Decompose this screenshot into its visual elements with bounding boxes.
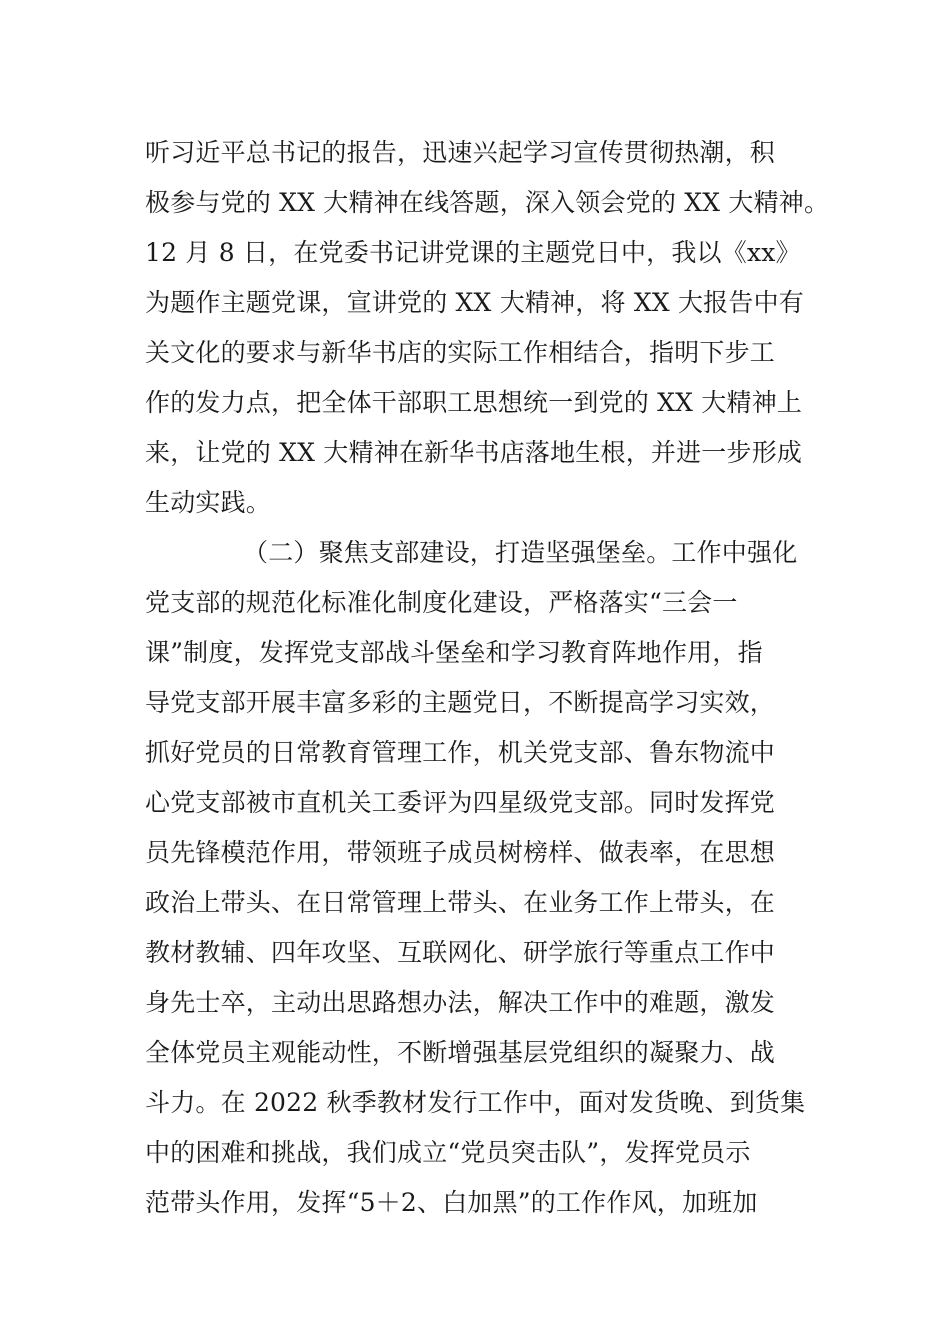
text-line: 心党支部被市直机关工委评为四星级党支部。同时发挥党 xyxy=(145,788,776,817)
text-line: 中的困难和挑战，我们成立“党员突击队”，发挥党员示 xyxy=(145,1138,751,1167)
text-line: 政治上带头、在日常管理上带头、在业务工作上带头，在 xyxy=(145,888,776,917)
text-line: 听习近平总书记的报告，迅速兴起学习宣传贯彻热潮，积 xyxy=(145,138,776,167)
text-line: 斗力。在 2022 秋季教材发行工作中，面对发货晚、到货集 xyxy=(145,1088,806,1117)
text-line: 作的发力点，把全体干部职工思想统一到党的 XX 大精神上 xyxy=(145,388,803,417)
text-line: 生动实践。 xyxy=(145,488,272,517)
text-line: 员先锋模范作用，带领班子成员树榜样、做表率，在思想 xyxy=(145,838,776,867)
text-line: 导党支部开展丰富多彩的主题党日，不断提高学习实效， xyxy=(145,688,776,717)
text-line: 12 月 8 日，在党委书记讲党课的主题党日中，我以《xx》 xyxy=(145,238,801,267)
text-line: 身先士卒，主动出思路想办法，解决工作中的难题，激发 xyxy=(145,988,776,1017)
text-line: 全体党员主观能动性，不断增强基层党组织的凝聚力、战 xyxy=(145,1038,776,1067)
text-line: 抓好党员的日常教育管理工作，机关党支部、鲁东物流中 xyxy=(145,738,776,767)
text-line: 党支部的规范化标准化制度化建设，严格落实“三会一 xyxy=(145,588,738,617)
text-line: 关文化的要求与新华书店的实际工作相结合，指明下步工 xyxy=(145,338,776,367)
text-line: 为题作主题党课，宣讲党的 XX 大精神，将 XX 大报告中有 xyxy=(145,288,804,317)
text-line: 课”制度，发挥党支部战斗堡垒和学习教育阵地作用，指 xyxy=(145,638,763,667)
text-line: 来，让党的 XX 大精神在新华书店落地生根，并进一步形成 xyxy=(145,438,803,467)
text-line: 极参与党的 XX 大精神在线答题，深入领会党的 XX 大精神。 xyxy=(145,188,830,217)
text-line: 范带头作用，发挥“5＋2、白加黑”的工作作风，加班加 xyxy=(145,1188,758,1217)
text-line: 教材教辅、四年攻坚、互联网化、研学旅行等重点工作中 xyxy=(145,938,776,967)
paragraph-heading-line: （二）聚焦支部建设，打造坚强堡垒。工作中强化 xyxy=(243,538,798,567)
